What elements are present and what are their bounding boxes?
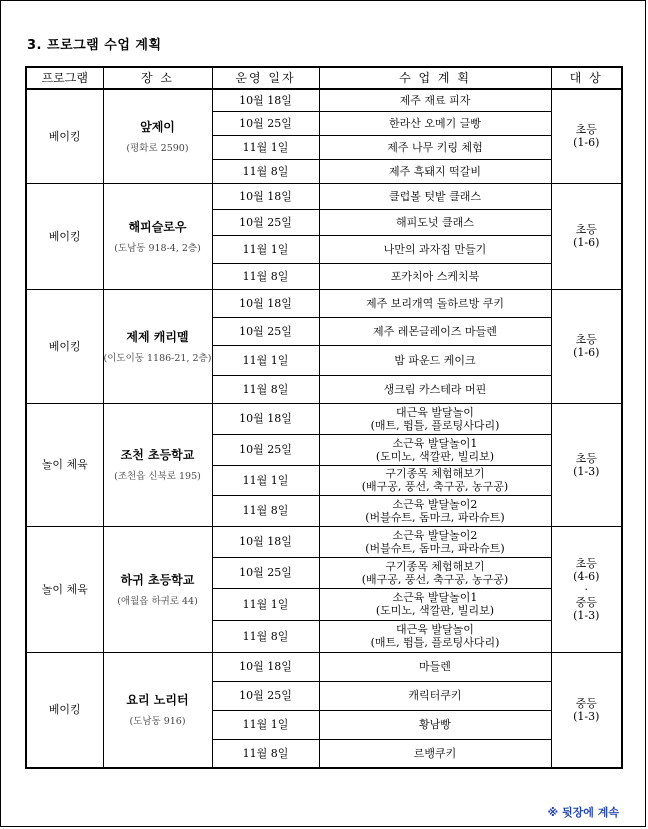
plan-line: 소근육 발달놀이2 [392,497,478,511]
location-cell [103,652,212,768]
target-line: 초등 [575,556,597,570]
session-plan [319,739,551,768]
location-cell [103,183,212,289]
plan-line: 마들렌 [419,660,451,673]
session-date: 11월 1일 [212,345,319,375]
plan-line: (도미노, 색깔판, 빌리보) [375,449,495,463]
header-date: 운영 일자 [212,67,319,89]
target-cell [551,403,622,526]
table-row [26,289,622,317]
location-cell [103,526,212,652]
session-date: 10월 25일 [212,209,319,235]
target-line: (1-3) [573,709,600,723]
location-name: 하귀 초등학교 [120,572,195,587]
plan-line: 제주 흑돼지 떡갈비 [388,164,481,178]
location-name: 해피슬로우 [128,219,187,234]
program-cell: 베이킹 [26,183,103,289]
header-location: 장 소 [103,67,212,89]
target-line: 초등 [575,451,597,465]
plan-line: (도미노, 색깔판, 빌리보) [375,604,495,617]
target-line: (1-6) [573,136,600,150]
target-line: 초등 [575,333,597,346]
target-line: · [584,582,588,596]
plan-line: 대근육 발달놀이 [396,405,474,419]
session-plan [319,263,551,289]
session-plan [319,183,551,209]
session-plan [319,710,551,739]
session-date: 10월 18일 [212,183,319,209]
plan-line: 한라산 오메기 글빵 [388,116,481,130]
header-program: 프로그램 [26,67,103,89]
location-address: (도남동 918-4, 2층) [114,242,201,254]
program-cell: 베이킹 [26,89,103,183]
plan-line: 소근육 발달놀이1 [392,591,478,604]
location-cell [103,403,212,526]
target-cell [551,183,622,289]
header-target: 대 상 [551,67,622,89]
session-date: 10월 18일 [212,89,319,111]
session-plan [319,403,551,434]
session-plan [319,111,551,135]
session-plan [319,289,551,317]
session-date: 11월 8일 [212,159,319,183]
session-plan [319,495,551,526]
table-row [26,526,622,557]
location-address: (조천읍 신북로 195) [114,471,201,482]
table-row [26,403,622,434]
target-line: 초등 [575,223,597,236]
plan-line: (배구공, 풍선, 축구공, 농구공) [361,572,509,586]
target-cell [551,652,622,768]
table-header-row [26,67,622,89]
plan-line: 소근육 발달놀이1 [392,436,478,450]
session-date: 11월 8일 [212,263,319,289]
plan-line: 구기종목 체험해보기 [385,559,485,573]
table-row [26,89,622,111]
target-line: (1-6) [573,346,600,359]
session-date: 10월 25일 [212,681,319,710]
session-date: 11월 1일 [212,135,319,159]
session-plan [319,434,551,465]
program-plan-table [25,66,623,769]
location-name: 제제 캐리멜 [126,329,189,344]
location-address: (도남동 916) [129,716,186,728]
target-line: 초등 [575,123,597,137]
plan-line: 해피도넛 클래스 [396,215,474,229]
session-plan [319,317,551,345]
plan-line: 클럽볼 텃밭 클래스 [388,189,481,203]
session-plan [319,526,551,557]
plan-line: 생크림 카스테라 머핀 [383,382,487,396]
location-cell [103,89,212,183]
session-date: 11월 1일 [212,235,319,263]
target-line: (1-3) [573,464,600,478]
session-date: 11월 8일 [212,620,319,652]
session-plan [319,557,551,588]
plan-line: 제주 재료 피자 [399,93,471,107]
session-date: 11월 1일 [212,710,319,739]
target-line: 중등 [575,595,597,609]
plan-line: (버블슈트, 돔마크, 파라슈트) [365,541,505,555]
session-plan [319,620,551,652]
table-body [26,89,622,768]
session-date: 10월 25일 [212,434,319,465]
session-plan [319,681,551,710]
plan-line: (버블슈트, 돔마크, 파라슈트) [365,510,505,524]
target-line: (1-3) [573,608,600,622]
program-cell: 베이킹 [26,652,103,768]
program-cell: 놀이 체육 [26,526,103,652]
plan-line: 밤 파운드 케이크 [394,353,476,367]
location-name: 앞제이 [140,119,175,134]
session-date: 11월 8일 [212,375,319,403]
target-line: 중등 [575,696,597,710]
plan-line: 황남빵 [419,718,451,731]
plan-line: 소근육 발달놀이2 [392,528,478,542]
target-line: (4-6) [573,569,600,583]
plan-line: (매트, 뜀틀, 플로팅사다리) [370,418,500,432]
session-date: 10월 25일 [212,557,319,588]
session-plan [319,588,551,620]
location-name: 요리 노리터 [126,693,189,708]
plan-line: 제주 레몬글레이즈 마들렌 [373,324,497,338]
target-line: (1-6) [573,236,600,249]
session-plan [319,159,551,183]
plan-line: 구기종목 체험해보기 [385,467,485,480]
plan-line: 캐릭터쿠키 [408,689,462,702]
plan-line: 제주 나무 키링 체험 [387,140,483,154]
session-plan [319,209,551,235]
plan-line: 대근육 발달놀이 [396,623,474,636]
location-address: (평화로 2590) [126,142,189,154]
table-row [26,652,622,681]
session-date: 11월 1일 [212,588,319,620]
program-cell: 베이킹 [26,289,103,403]
session-plan [319,375,551,403]
session-plan [319,652,551,681]
session-date: 10월 25일 [212,111,319,135]
target-cell [551,89,622,183]
session-plan [319,89,551,111]
session-date: 10월 18일 [212,526,319,557]
location-name: 조천 초등학교 [120,448,195,462]
continued-note: ※ 뒷장에 계속 [547,806,619,819]
plan-line: (배구공, 풍선, 축구공, 농구공) [361,480,509,493]
session-date: 11월 8일 [212,739,319,768]
session-date: 11월 1일 [212,465,319,495]
program-cell: 놀이 체육 [26,403,103,526]
session-date: 11월 8일 [212,495,319,526]
plan-line: 포카치아 스케치북 [390,269,480,283]
session-plan [319,235,551,263]
location-cell [103,289,212,403]
plan-line: (매트, 뜀틀, 플로팅사다리) [370,636,500,649]
session-date: 10월 18일 [212,403,319,434]
table-row [26,183,622,209]
session-date: 10월 25일 [212,317,319,345]
location-address: (이도이동 1186-21, 2층) [103,352,212,364]
session-date: 10월 18일 [212,652,319,681]
session-plan [319,135,551,159]
header-plan: 수 업 계 획 [319,67,551,89]
session-date: 10월 18일 [212,289,319,317]
session-plan [319,465,551,495]
session-plan [319,345,551,375]
plan-line: 제주 보리개역 돌하르방 쿠키 [365,296,504,310]
target-cell [551,526,622,652]
target-cell [551,289,622,403]
location-address: (애월읍 하귀로 44) [117,595,198,607]
section-title: 3. 프로그램 수업 계획 [27,38,162,53]
plan-line: 나만의 과자집 만들기 [383,242,487,256]
plan-line: 르뱅쿠키 [413,746,457,760]
